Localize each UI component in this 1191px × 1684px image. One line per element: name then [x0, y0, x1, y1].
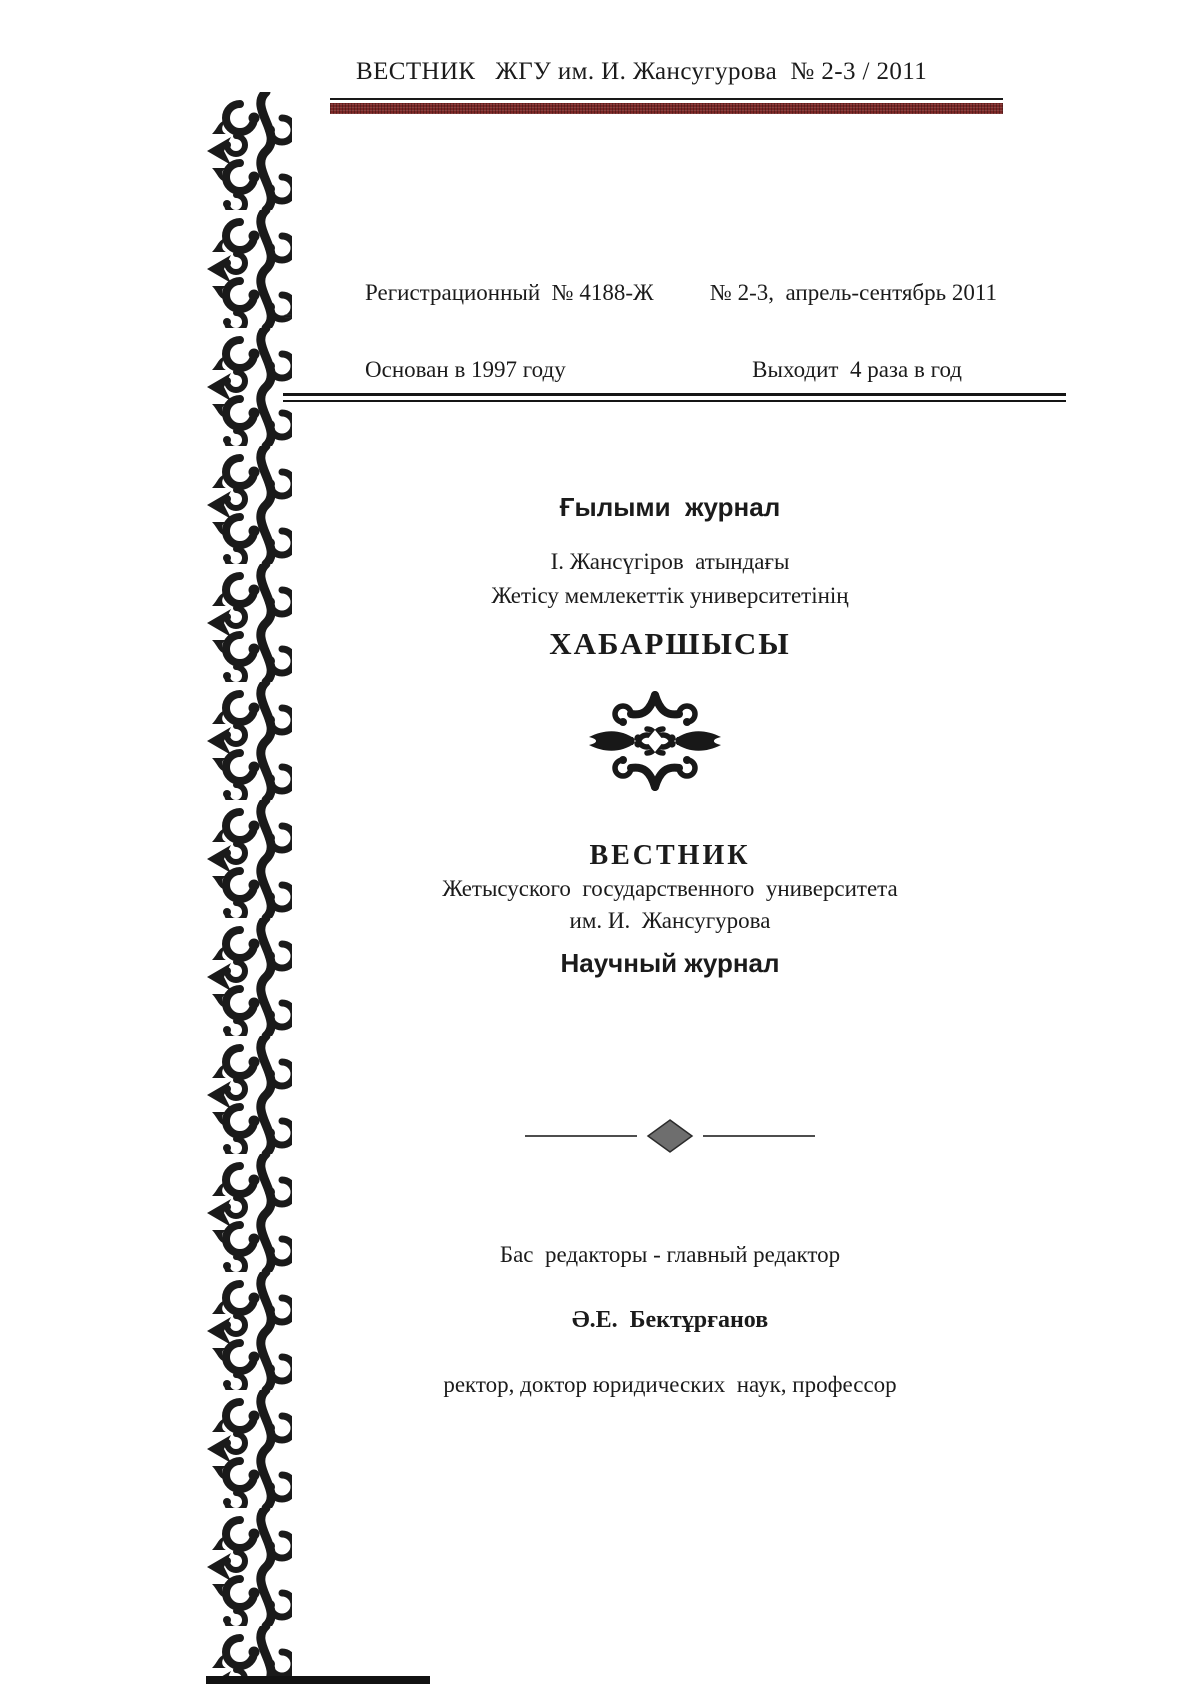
editor-credentials: ректор, доктор юридических наук, профессор: [443, 1372, 897, 1397]
kazakh-university-name: Жетісу мемлекеттік университетінің: [491, 583, 849, 608]
kazakh-named-after: І. Жансүгіров атындағы: [550, 549, 790, 574]
russian-title: ВЕСТНИК: [589, 840, 751, 871]
divider-diamond: [646, 1119, 694, 1153]
editor-name: Ә.Е. Бектұрғанов: [571, 1307, 769, 1333]
russian-university-name: Жетысуского государственного университета: [442, 876, 898, 901]
header-accent-bar: [330, 103, 1003, 114]
page-header-title: ВЕСТНИК ЖГУ им. И. Жансугурова № 2-3 / 2011: [356, 58, 928, 85]
double-rule: [283, 393, 1066, 402]
issue-frequency: Выходит 4 раза в год: [752, 357, 962, 382]
divider-line-left: [525, 1135, 637, 1137]
russian-named-after: им. И. Жансугурова: [569, 908, 771, 933]
editor-role-line: Бас редакторы - главный редактор: [499, 1242, 841, 1267]
margin-mark: =: [284, 310, 292, 325]
founded-row: [365, 357, 962, 383]
registration-number: Регистрационный № 4188-Ж: [365, 280, 654, 305]
header-rule: [330, 98, 1003, 100]
page-bottom-rule: [206, 1676, 430, 1684]
russian-journal-type: Научный журнал: [560, 948, 780, 978]
kazakh-journal-type: Ғылыми журнал: [559, 492, 781, 522]
kazakh-floral-ornament-icon: [585, 690, 725, 792]
registration-row: [365, 280, 997, 306]
kazakh-title: ХАБАРШЫСЫ: [549, 626, 791, 661]
founded-year: Основан в 1997 году: [365, 357, 566, 382]
divider-line-right: [703, 1135, 815, 1137]
diamond-divider-icon: [270, 1119, 1070, 1153]
issue-number: № 2-3, апрель-сентябрь 2011: [709, 280, 997, 305]
